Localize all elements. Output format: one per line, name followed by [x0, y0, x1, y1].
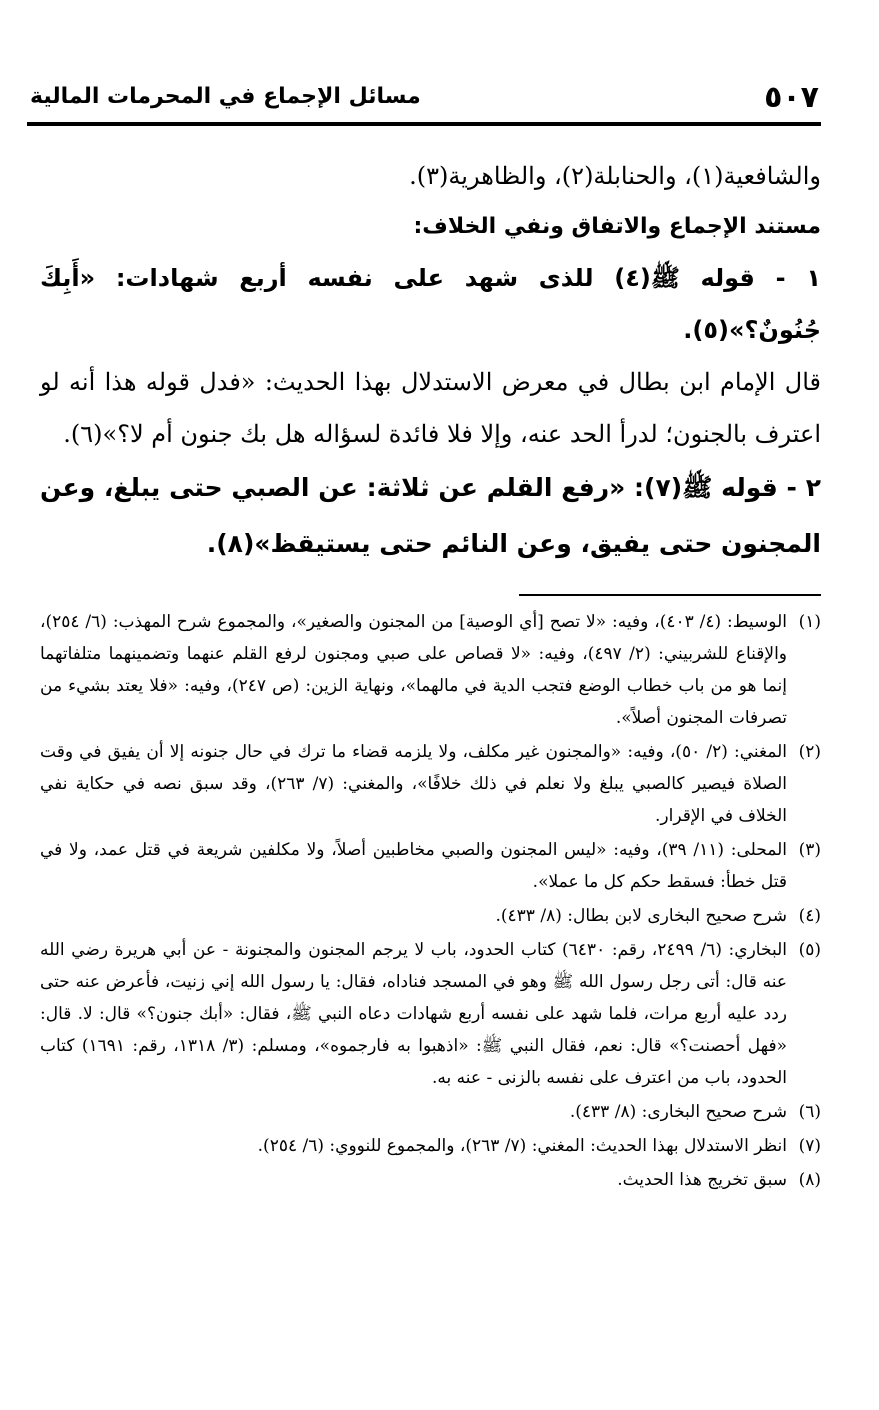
footnote-separator: [519, 594, 821, 596]
footnote-number: (٨): [798, 1170, 821, 1190]
footnote: [40, 1096, 821, 1128]
footnote: [40, 1164, 821, 1196]
footnote-text: الوسيط: (٤/ ٤٠٣)، وفيه: «لا تصح [أي الوصية] من المجنون والصغير»، والمجموع شرح المهذب: (٦/ ٢٥٤)، والإقناع للشربيني: (٢/ ٤٩٧)، وفيه: «لا قصاص على صبي ومجنون لرفع القلم عنهما وتضمينهما متلفاتهما إنما هو من باب خطاب الوضع فتجب الدية في مالهما»، ونهاية الزين: (ص ٢٤٧)، وفيه: «فلا يعتد بشيء من تصرفات المجنون أصلاً».: [40, 612, 788, 728]
footnote-text: البخاري: (٦/ ٢٤٩٩، رقم: ٦٤٣٠) كتاب الحدود، باب لا يرجم المجنون والمجنونة - عن أبي هريرة رضي الله عنه قال: أتى رجل رسول الله ﷺ وهو في المسجد فناداه، فقال: يا رسول الله إني زنيت، فأعرض عنه حتى ردد عليه أربع مرات، فلما شهد على نفسه أربع شهادات دعاه النبي ﷺ، فقال: «أبك جنون؟» قال: لا. قال: «فهل أحصنت؟» قال: نعم، فقال النبي ﷺ: «اذهبوا به فارجموه»، ومسلم: (٣/ ١٣١٨، رقم: ١٦٩١) كتاب الحدود، باب من اعترف على نفسه بالزنى - عنه به.: [40, 940, 787, 1088]
footnote: [40, 834, 821, 898]
evidence-item-1: ١ - قوله ﷺ(٤) للذى شهد على نفسه أربع شهادات: «أَبِكَ جُنُونٌ؟»(٥).: [40, 264, 821, 344]
page-number: ٥٠٧: [764, 80, 819, 115]
footnote-number: (١): [798, 612, 821, 632]
footnote-number: (٢): [798, 742, 821, 762]
page-header: [30, 80, 819, 116]
footnote-text: سبق تخريج هذا الحديث.: [617, 1170, 787, 1190]
footnote-number: (٥): [798, 940, 821, 960]
footnote-text: شرح صحيح البخارى لابن بطال: (٨/ ٤٣٣).: [495, 906, 787, 926]
footnote: [40, 900, 821, 932]
footnote: [40, 606, 821, 734]
footnote-text: المحلى: (١١/ ٣٩)، وفيه: «ليس المجنون والصبي مخاطبين أصلاً، ولا مكلفين شريعة في قتل عمد، ولا في قتل خطأ: فسقط حكم كل ما عملا».: [40, 840, 788, 892]
running-title: مسائل الإجماع في المحرمات المالية: [30, 84, 421, 109]
footnote: [40, 1130, 821, 1162]
main-text: [40, 150, 821, 572]
ibn-battal-quote: قال الإمام ابن بطال في معرض الاستدلال بهذا الحديث: «فدل قوله هذا أنه لو اعترف بالجنون؛ لدرأ الحد عنه، وإلا فلا فائدة لسؤاله هل بك جنون أم لا؟»(٦).: [40, 368, 821, 448]
evidence-item-2: ٢ - قوله ﷺ(٧): «رفع القلم عن ثلاثة: عن الصبي حتى يبلغ، وعن المجنون حتى يفيق، وعن النائم حتى يستيقظ»(٨).: [40, 473, 821, 558]
footnote-number: (٣): [798, 840, 821, 860]
footnote-text: المغني: (٢/ ٥٠)، وفيه: «والمجنون غير مكلف، ولا يلزمه قضاء ما ترك في حال جنونه إلا أن يفيق في وقت الصلاة فيصير كالصبي يبلغ ولا نعلم في ذلك خلافًا»، والمغني: (٧/ ٢٦٣)، وقد سبق نصه في حكاية نفي الخلاف في الإقرار.: [40, 742, 787, 826]
opening-line: والشافعية(١)، والحنابلة(٢)، والظاهرية(٣).: [409, 162, 821, 190]
footnote-number: (٧): [798, 1136, 821, 1156]
section-heading: مستند الإجماع والاتفاق ونفي الخلاف:: [413, 214, 821, 239]
footnote-text: شرح صحيح البخارى: (٨/ ٤٣٣).: [569, 1102, 787, 1122]
footnote-text: انظر الاستدلال بهذا الحديث: المغني: (٧/ ٢٦٣)، والمجموع للنووي: (٦/ ٢٥٤).: [257, 1136, 787, 1156]
footnotes: [40, 606, 821, 1198]
footnote: [40, 934, 821, 1094]
header-rule: [27, 122, 821, 126]
footnote-number: (٤): [798, 906, 821, 926]
footnote: [40, 736, 821, 832]
footnote-number: (٦): [798, 1102, 821, 1122]
